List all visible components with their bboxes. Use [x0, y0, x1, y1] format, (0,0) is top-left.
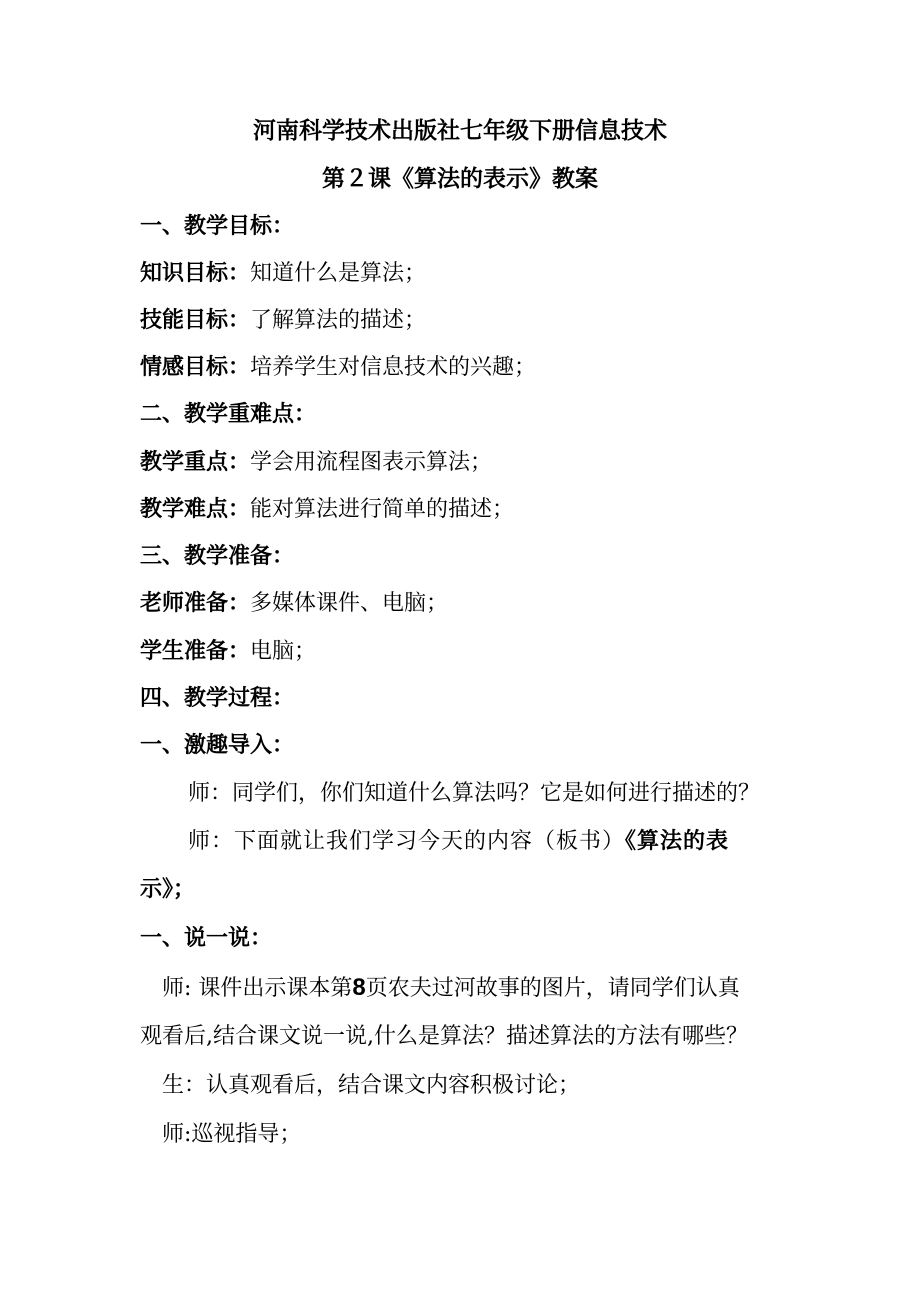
skill-goal-label: 技能目标： — [140, 308, 251, 333]
section-heading-process: 四、教学过程： — [140, 686, 295, 711]
teaching-difficulty — [140, 495, 514, 525]
knowledge-goal-label: 知识目标： — [140, 261, 251, 286]
student-preparation-label: 学生准备： — [140, 639, 251, 664]
section-heading-goals: 一、教学目标： — [140, 214, 295, 239]
talk-paragraph-1-pre: 师: 课件出示课本第 — [162, 976, 353, 1001]
knowledge-goal-text: 知道什么是算法； — [250, 261, 427, 286]
skill-goal-text: 了解算法的描述； — [250, 308, 427, 333]
talk-paragraph-3: 师:巡视指导； — [162, 1122, 302, 1147]
intro-paragraph-2-text: 师：下面就让我们学习今天的内容（板书） — [188, 829, 626, 854]
document-title: 河南科学技术出版社七年级下册信息技术 — [253, 118, 667, 144]
teaching-difficulty-text: 能对算法进行简单的描述； — [250, 497, 515, 522]
teaching-focus-text: 学会用流程图表示算法； — [250, 450, 493, 475]
subheading-talk: 一、说一说： — [140, 926, 273, 951]
skill-goal — [140, 306, 426, 336]
emotion-goal-text: 培养学生对信息技术的兴趣； — [250, 355, 537, 380]
student-preparation — [140, 637, 316, 667]
intro-lesson-name: 《算法的表 — [625, 829, 730, 854]
teaching-focus — [140, 448, 492, 478]
knowledge-goal — [140, 259, 426, 289]
intro-paragraph-2 — [188, 827, 729, 857]
teacher-preparation-label: 老师准备： — [140, 591, 251, 616]
emotion-goal-label: 情感目标： — [140, 355, 251, 380]
intro-paragraph-1: 师：同学们，你们知道什么算法吗？它是如何进行描述的？ — [188, 781, 761, 806]
intro-paragraph-2-continued: 示》； — [140, 877, 196, 902]
section-heading-preparation: 三、教学准备： — [140, 544, 295, 569]
emotion-goal — [140, 353, 536, 383]
page-number: 8 — [352, 974, 366, 1001]
talk-paragraph-1 — [162, 973, 740, 1004]
teacher-preparation-text: 多媒体课件、电脑； — [250, 591, 449, 616]
talk-paragraph-1-continued: 观看后,结合课文说一说,什么是算法？描述算法的方法有哪些？ — [140, 1024, 748, 1049]
teacher-preparation — [140, 589, 448, 619]
talk-paragraph-2: 生：认真观看后，结合课文内容积极讨论； — [162, 1073, 581, 1098]
section-heading-key-points: 二、教学重难点： — [140, 402, 317, 427]
student-preparation-text: 电脑； — [250, 639, 317, 664]
talk-paragraph-1-post: 页农夫过河故事的图片，请同学们认真 — [365, 976, 740, 1001]
subheading-intro: 一、激趣导入： — [140, 733, 295, 758]
teaching-focus-label: 教学重点： — [140, 450, 251, 475]
teaching-difficulty-label: 教学难点： — [140, 497, 251, 522]
lesson-title: 第２课《算法的表示》教案 — [322, 166, 598, 192]
